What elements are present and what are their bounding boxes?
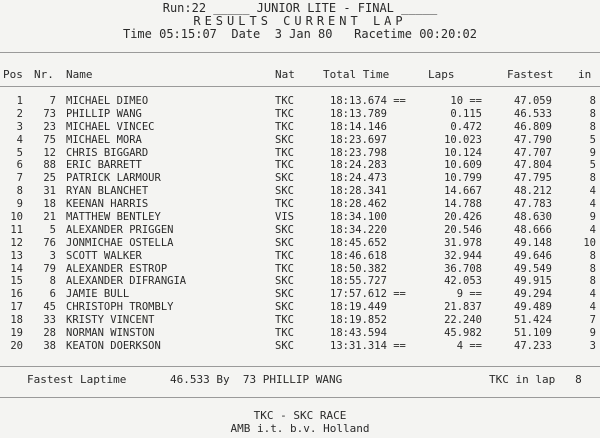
row-laps: 9 ==: [456, 288, 482, 301]
row-fastest-in-lap: 4: [589, 301, 596, 314]
row-laps: 36.708: [444, 262, 482, 275]
header-divider: [0, 86, 600, 87]
row-fastest-lap: 47.707: [514, 146, 552, 159]
table-row: [0, 108, 600, 121]
timing-vendor: AMB i.t. b.v. Holland: [230, 422, 370, 435]
table-row: [0, 327, 600, 340]
row-number: 45: [43, 301, 56, 314]
row-total-time: 13:31.314 ==: [330, 339, 406, 352]
table-row: [0, 134, 600, 147]
row-total-time: 18:28.341: [330, 185, 387, 198]
table-row: [0, 250, 600, 263]
row-fastest-in-lap: 10: [583, 236, 596, 249]
row-club: SKC: [275, 275, 294, 288]
table-row: [0, 95, 600, 108]
row-number: 7: [49, 95, 56, 107]
row-club: TKC: [275, 159, 294, 172]
fastest-laptime-value: 46.533 By 73 PHILLIP WANG: [170, 373, 343, 386]
row-number: 88: [43, 159, 56, 172]
row-laps: 10.799: [444, 172, 482, 185]
row-total-time: 18:50.382: [330, 262, 387, 275]
row-number: 3: [49, 249, 56, 262]
row-position: 19: [10, 327, 23, 340]
row-fastest-in-lap: 8: [589, 249, 596, 262]
row-total-time: 18:19.449: [330, 301, 387, 314]
row-position: 20: [10, 339, 23, 352]
row-total-time: 18:13.674 ==: [330, 95, 406, 107]
row-total-time: 18:13.789: [330, 107, 387, 120]
row-fastest-lap: 47.795: [514, 172, 552, 185]
row-driver-name: CHRISTOPH TROMBLY: [66, 301, 174, 314]
row-total-time: 18:55.727: [330, 275, 387, 288]
row-laps: 42.053: [444, 275, 482, 288]
row-fastest-lap: 47.804: [514, 159, 552, 172]
row-driver-name: ERIC BARRETT: [66, 159, 142, 172]
row-driver-name: MICHAEL DIMEO: [66, 95, 149, 107]
row-driver-name: KRISTY VINCENT: [66, 314, 155, 327]
row-fastest-lap: 49.646: [514, 249, 552, 262]
row-driver-name: PATRICK LARMOUR: [66, 172, 161, 185]
row-fastest-lap: 51.424: [514, 314, 552, 327]
col-nr: Nr.: [34, 68, 54, 81]
row-position: 10: [10, 211, 23, 224]
row-position: 14: [10, 262, 23, 275]
row-number: 38: [43, 339, 56, 352]
row-fastest-in-lap: 4: [589, 288, 596, 301]
col-name: Name: [66, 68, 93, 81]
results-table: [0, 95, 600, 353]
col-pos: Pos: [3, 68, 23, 81]
row-fastest-lap: 49.489: [514, 301, 552, 314]
fastest-lap-number: TKC in lap 8: [489, 373, 582, 386]
row-driver-name: MICHAEL VINCEC: [66, 120, 155, 133]
row-fastest-in-lap: 8: [589, 95, 596, 107]
run-title: Run:22 _____ JUNIOR LITE - FINAL _____: [162, 1, 438, 15]
row-total-time: 18:43.594: [330, 327, 387, 340]
row-fastest-lap: 46.809: [514, 120, 552, 133]
row-position: 6: [16, 159, 23, 172]
race-name: TKC - SKC RACE: [253, 409, 347, 422]
row-number: 28: [43, 327, 56, 340]
row-club: TKC: [275, 262, 294, 275]
row-fastest-in-lap: 7: [589, 314, 596, 327]
row-driver-name: MICHAEL MORA: [66, 133, 142, 146]
row-laps: 10.609: [444, 159, 482, 172]
row-fastest-in-lap: 9: [589, 211, 596, 224]
row-driver-name: ALEXANDER ESTROP: [66, 262, 168, 275]
table-row: [0, 147, 600, 160]
row-laps: 10.023: [444, 133, 482, 146]
row-total-time: 18:34.220: [330, 223, 387, 236]
row-fastest-lap: 48.666: [514, 223, 552, 236]
row-number: 18: [43, 198, 56, 211]
row-position: 18: [10, 314, 23, 327]
row-fastest-lap: 47.059: [514, 95, 552, 107]
row-position: 8: [16, 185, 23, 198]
row-fastest-in-lap: 9: [589, 327, 596, 340]
row-fastest-in-lap: 4: [589, 223, 596, 236]
row-position: 15: [10, 275, 23, 288]
row-club: TKC: [275, 327, 294, 340]
row-fastest-lap: 46.533: [514, 107, 552, 120]
col-laps: Laps: [428, 68, 455, 81]
row-number: 33: [43, 314, 56, 327]
row-driver-name: KEENAN HARRIS: [66, 198, 149, 211]
row-total-time: 18:34.100: [330, 211, 387, 224]
row-number: 12: [43, 146, 56, 159]
row-position: 9: [16, 198, 23, 211]
row-fastest-lap: 49.148: [514, 236, 552, 249]
row-fastest-in-lap: 8: [589, 107, 596, 120]
row-number: 25: [43, 172, 56, 185]
row-position: 16: [10, 288, 23, 301]
row-club: VIS: [275, 211, 294, 224]
row-position: 4: [16, 133, 23, 146]
col-in: in: [578, 68, 592, 81]
row-driver-name: KEATON DOERKSON: [66, 339, 161, 352]
fastest-laptime-label: Fastest Laptime: [27, 373, 127, 386]
row-driver-name: MATTHEW BENTLEY: [66, 211, 161, 224]
top-divider: [0, 52, 600, 53]
bottom-divider: [0, 397, 600, 398]
row-laps: 10.124: [444, 146, 482, 159]
results-heading: RESULTS CURRENT LAP: [193, 14, 407, 28]
row-total-time: 18:23.798: [330, 146, 387, 159]
row-driver-name: ALEXANDER DIFRANGIA: [66, 275, 187, 288]
row-position: 3: [16, 120, 23, 133]
row-position: 7: [16, 172, 23, 185]
table-row: [0, 275, 600, 288]
row-total-time: 18:23.697: [330, 133, 387, 146]
row-laps: 0.472: [450, 120, 482, 133]
row-laps: 14.667: [444, 185, 482, 198]
row-total-time: 18:19.852: [330, 314, 387, 327]
row-fastest-in-lap: 4: [589, 198, 596, 211]
row-fastest-lap: 48.630: [514, 211, 552, 224]
row-fastest-in-lap: 8: [589, 275, 596, 288]
table-row: [0, 340, 600, 353]
row-fastest-lap: 51.109: [514, 327, 552, 340]
row-laps: 32.944: [444, 249, 482, 262]
row-driver-name: NORMAN WINSTON: [66, 327, 155, 340]
col-total-time: Total Time: [323, 68, 390, 81]
row-position: 12: [10, 236, 23, 249]
row-club: TKC: [275, 198, 294, 211]
row-number: 21: [43, 211, 56, 224]
row-club: TKC: [275, 314, 294, 327]
row-total-time: 17:57.612 ==: [330, 288, 406, 301]
row-number: 73: [43, 107, 56, 120]
row-driver-name: JAMIE BULL: [66, 288, 130, 301]
row-fastest-lap: 49.549: [514, 262, 552, 275]
row-driver-name: PHILLIP WANG: [66, 107, 142, 120]
row-number: 31: [43, 185, 56, 198]
table-row: [0, 301, 600, 314]
row-fastest-lap: 48.212: [514, 185, 552, 198]
row-total-time: 18:24.473: [330, 172, 387, 185]
row-fastest-in-lap: 5: [589, 159, 596, 172]
table-row: [0, 314, 600, 327]
row-laps: 45.982: [444, 327, 482, 340]
row-club: SKC: [275, 301, 294, 314]
row-club: TKC: [275, 146, 294, 159]
row-position: 5: [16, 146, 23, 159]
row-total-time: 18:24.283: [330, 159, 387, 172]
table-row: [0, 288, 600, 301]
row-laps: 0.115: [450, 107, 482, 120]
row-driver-name: ALEXANDER PRIGGEN: [66, 223, 174, 236]
row-fastest-in-lap: 8: [589, 172, 596, 185]
row-club: TKC: [275, 95, 294, 107]
row-number: 6: [49, 288, 56, 301]
row-laps: 14.788: [444, 198, 482, 211]
table-row: [0, 185, 600, 198]
row-fastest-in-lap: 5: [589, 133, 596, 146]
row-club: TKC: [275, 107, 294, 120]
row-club: TKC: [275, 120, 294, 133]
table-row: [0, 224, 600, 237]
row-position: 11: [10, 223, 23, 236]
row-fastest-in-lap: 8: [589, 262, 596, 275]
row-laps: 21.837: [444, 301, 482, 314]
row-fastest-lap: 47.233: [514, 339, 552, 352]
row-number: 79: [43, 262, 56, 275]
table-row: [0, 159, 600, 172]
row-driver-name: CHRIS BIGGARD: [66, 146, 149, 159]
row-position: 2: [16, 107, 23, 120]
col-nat: Nat: [275, 68, 295, 81]
row-driver-name: JONMICHAE OSTELLA: [66, 236, 174, 249]
row-number: 5: [49, 223, 56, 236]
table-row: [0, 198, 600, 211]
row-laps: 22.240: [444, 314, 482, 327]
row-fastest-in-lap: 9: [589, 146, 596, 159]
row-position: 1: [16, 95, 23, 107]
row-club: SKC: [275, 172, 294, 185]
row-club: SKC: [275, 236, 294, 249]
footer-divider: [0, 366, 600, 367]
fastest-lap-summary: [0, 373, 600, 387]
row-laps: 20.546: [444, 223, 482, 236]
row-club: SKC: [275, 339, 294, 352]
row-laps: 4 ==: [456, 339, 482, 352]
row-laps: 10 ==: [450, 95, 482, 107]
row-club: SKC: [275, 223, 294, 236]
row-total-time: 18:14.146: [330, 120, 387, 133]
row-number: 23: [43, 120, 56, 133]
table-row: [0, 172, 600, 185]
table-row: [0, 121, 600, 134]
race-info: Time 05:15:07 Date 3 Jan 80 Racetime 00:20:02: [122, 27, 477, 41]
row-position: 17: [10, 301, 23, 314]
row-laps: 31.978: [444, 236, 482, 249]
row-total-time: 18:45.652: [330, 236, 387, 249]
row-total-time: 18:46.618: [330, 249, 387, 262]
row-fastest-in-lap: 8: [589, 120, 596, 133]
table-row: [0, 211, 600, 224]
col-fastest: Fastest: [507, 68, 554, 81]
row-laps: 20.426: [444, 211, 482, 224]
row-total-time: 18:28.462: [330, 198, 387, 211]
row-driver-name: SCOTT WALKER: [66, 249, 142, 262]
row-number: 76: [43, 236, 56, 249]
row-club: SKC: [275, 133, 294, 146]
row-fastest-lap: 49.915: [514, 275, 552, 288]
row-fastest-lap: 49.294: [514, 288, 552, 301]
row-position: 13: [10, 249, 23, 262]
row-club: SKC: [275, 288, 294, 301]
row-number: 75: [43, 133, 56, 146]
row-fastest-in-lap: 3: [589, 339, 596, 352]
column-headers: [0, 68, 600, 82]
row-number: 8: [49, 275, 56, 288]
table-row: [0, 237, 600, 250]
row-club: SKC: [275, 185, 294, 198]
row-fastest-lap: 47.783: [514, 198, 552, 211]
row-club: TKC: [275, 249, 294, 262]
row-driver-name: RYAN BLANCHET: [66, 185, 149, 198]
row-fastest-in-lap: 4: [589, 185, 596, 198]
row-fastest-lap: 47.790: [514, 133, 552, 146]
table-row: [0, 263, 600, 276]
